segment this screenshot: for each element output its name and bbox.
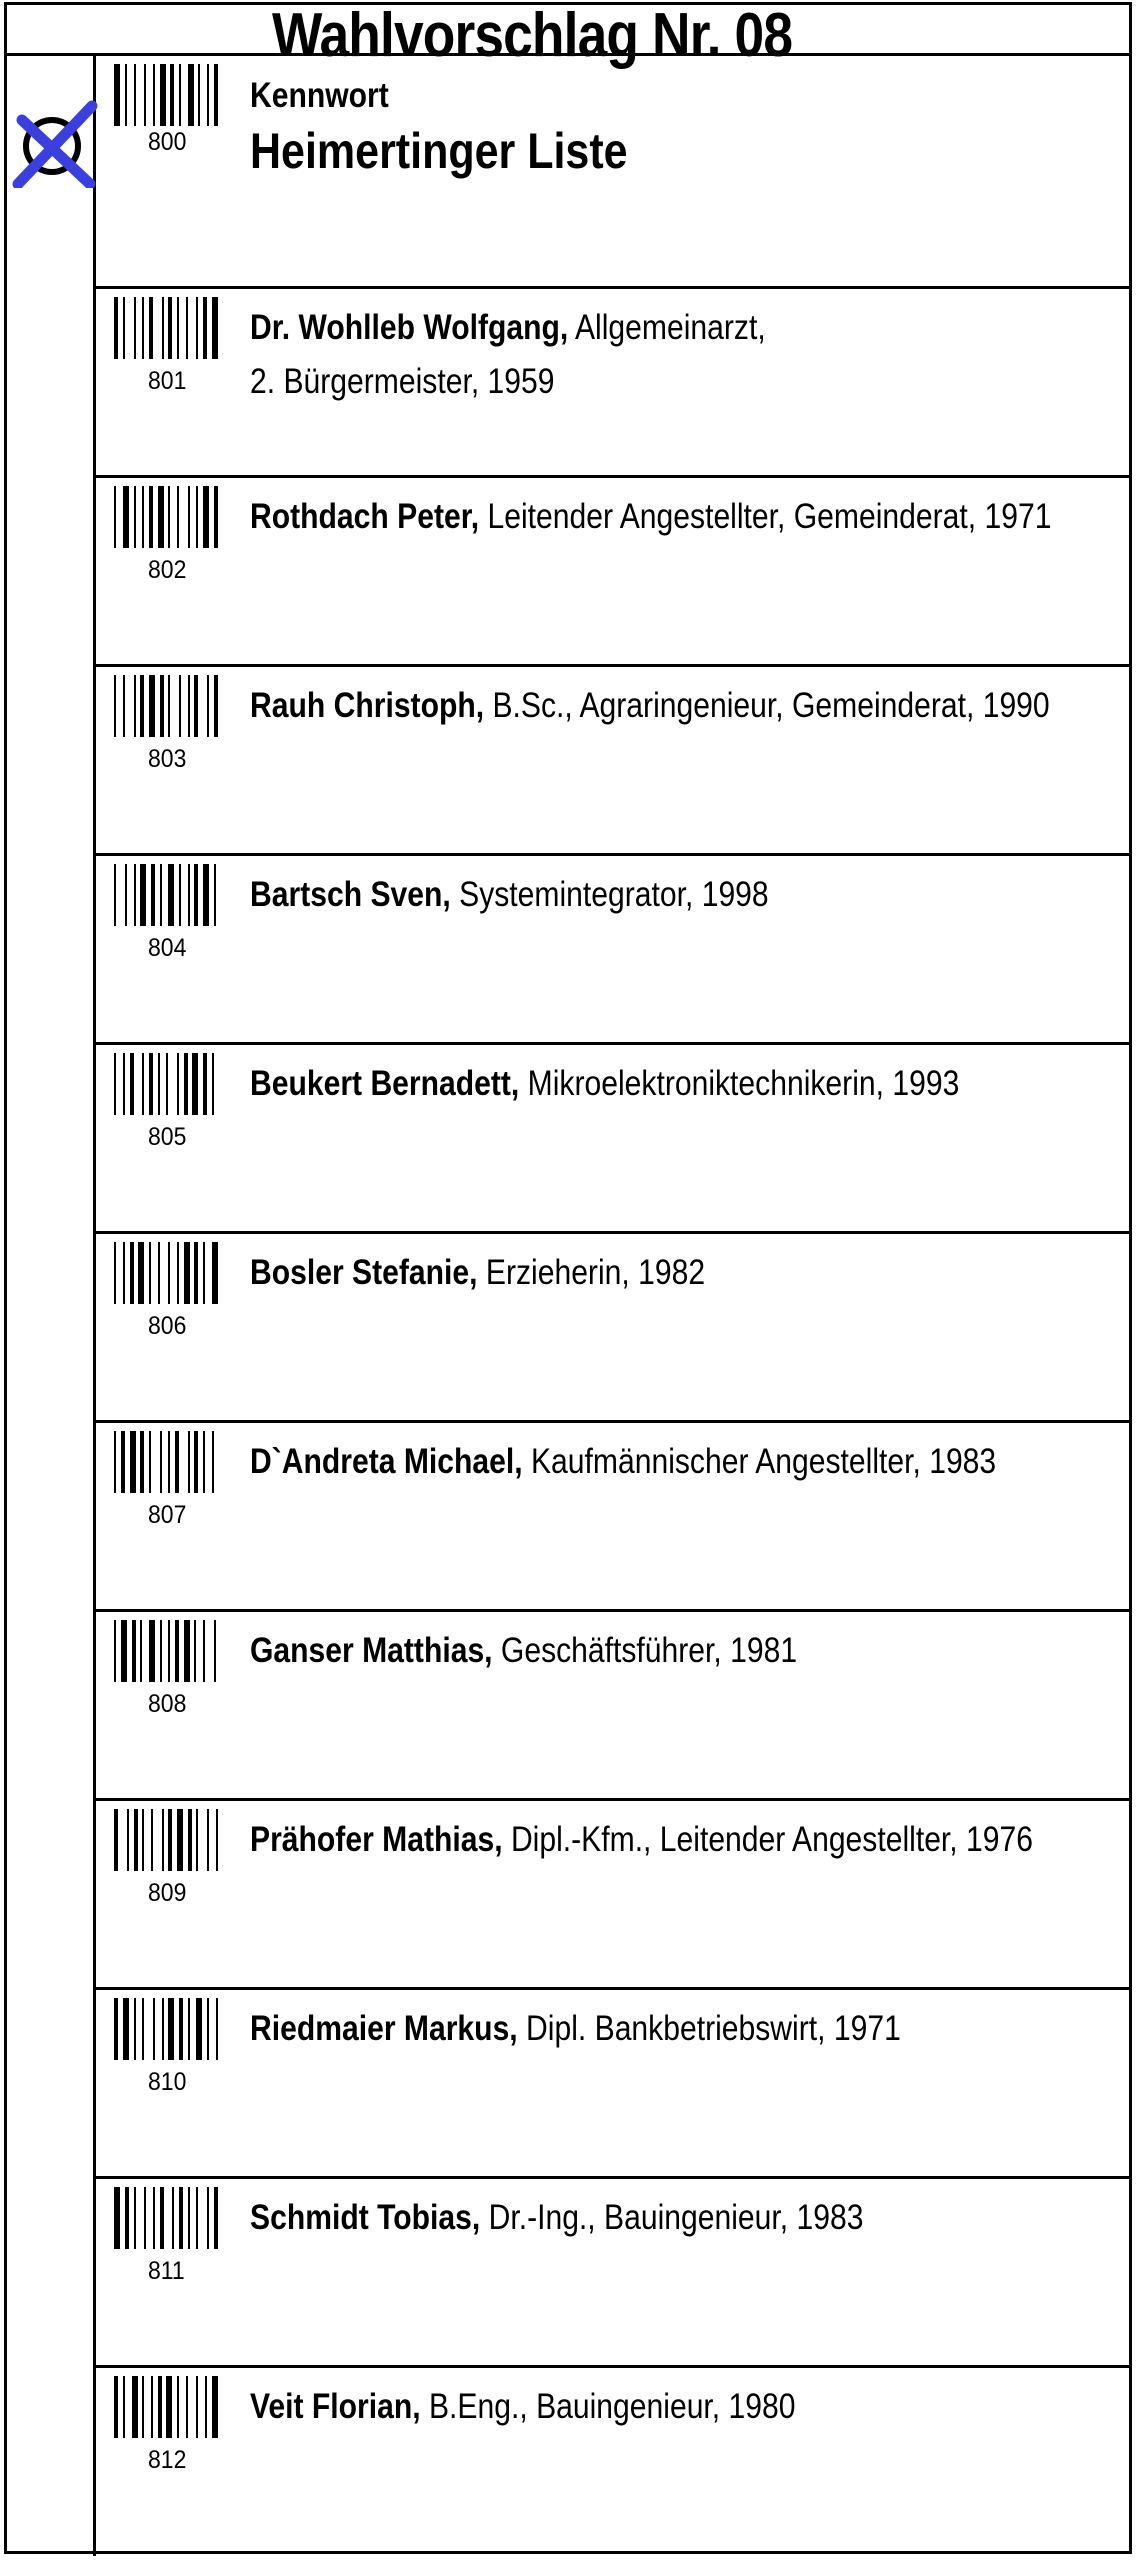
barcode-bar [114, 1998, 118, 2060]
barcode-bar [160, 2187, 164, 2249]
barcode-bar [125, 864, 127, 926]
barcode-bar [177, 1809, 183, 1871]
barcode-bar [188, 864, 190, 926]
barcode-bar [179, 64, 181, 126]
kennwort-label: Kennwort [250, 76, 389, 115]
candidate-number: 808 [148, 1690, 187, 1718]
barcode-bar [177, 486, 179, 548]
barcode-bar [140, 864, 146, 926]
barcode-bar [212, 1053, 214, 1115]
kennwort-row[interactable] [96, 56, 1132, 289]
candidate-details: Mikroelektroniktechnikerin, 1993 [519, 1064, 960, 1103]
candidate-number: 801 [148, 367, 187, 395]
barcode-bar [205, 2376, 207, 2438]
barcode-bar [114, 2376, 118, 2438]
barcode-bar [177, 297, 179, 359]
barcode-bar [142, 486, 144, 548]
candidate-name: Riedmaier Markus, [250, 2009, 518, 2048]
candidate-row[interactable] [96, 856, 1132, 1045]
barcode-bar [134, 64, 136, 126]
barcode-bar [207, 2187, 209, 2249]
barcode-bar [196, 2187, 198, 2249]
barcode-bar [130, 1053, 134, 1115]
barcode-bar [168, 1809, 172, 1871]
barcode-bar [114, 1431, 116, 1493]
candidate-number: 803 [148, 745, 187, 773]
barcode-bar [142, 297, 144, 359]
barcode-bar [114, 2187, 120, 2249]
barcode-bar [140, 1431, 144, 1493]
barcode-bar [121, 1431, 125, 1493]
barcode-icon [114, 1053, 220, 1115]
candidate-number: 806 [148, 1312, 187, 1340]
barcode-bar [177, 1242, 179, 1304]
barcode-bar [134, 864, 136, 926]
barcode-bar [162, 1809, 164, 1871]
candidate-name: Schmidt Tobias, [250, 2198, 481, 2237]
candidate-number: 810 [148, 2068, 187, 2096]
barcode-bar [123, 1242, 125, 1304]
barcode-bar [194, 675, 198, 737]
barcode-bar [207, 64, 209, 126]
candidate-details: Geschäftsführer, 1981 [492, 1631, 798, 1670]
barcode-bar [188, 675, 190, 737]
barcode-bar [123, 297, 125, 359]
barcode-bar [212, 2376, 218, 2438]
barcode-bar [170, 64, 174, 126]
barcode-bar [160, 64, 166, 126]
barcode-bar [160, 1620, 162, 1682]
barcode-bar [212, 1431, 214, 1493]
barcode-icon [114, 297, 220, 359]
barcode-bar [186, 2376, 188, 2438]
barcode-bar [149, 486, 153, 548]
candidate-details: Kaufmännischer Angestellter, 1983 [522, 1442, 997, 1481]
candidate-entry [250, 2380, 795, 2434]
barcode-bar [194, 1242, 198, 1304]
barcode-bar [158, 486, 164, 548]
barcode-bar [188, 1998, 190, 2060]
list-number: 800 [148, 128, 187, 156]
barcode-bar [188, 486, 190, 548]
barcode-bar [184, 1242, 190, 1304]
barcode-bar [149, 1620, 155, 1682]
barcode-icon [114, 2376, 220, 2438]
barcode-bar [160, 1431, 162, 1493]
barcode-bar [166, 1053, 168, 1115]
barcode-bar [114, 1809, 118, 1871]
candidate-row[interactable] [96, 1423, 1132, 1612]
candidate-entry [250, 1057, 959, 1111]
candidate-name: D`Andreta Michael, [250, 1442, 523, 1481]
candidate-row[interactable] [96, 1045, 1132, 1234]
candidate-details: Systemintegrator, 1998 [450, 875, 769, 914]
barcode-bar [158, 2376, 162, 2438]
candidate-name: Rauh Christoph, [250, 686, 485, 725]
barcode-bar [132, 1620, 136, 1682]
barcode-icon [114, 2187, 220, 2249]
barcode-bar [134, 1809, 138, 1871]
candidate-entry [250, 1813, 1033, 1867]
barcode-bar [114, 297, 118, 359]
barcode-bar [196, 1998, 202, 2060]
barcode-icon [114, 486, 220, 548]
barcode-bar [149, 297, 153, 359]
barcode-bar [188, 1809, 192, 1871]
barcode-bar [203, 486, 209, 548]
barcode-bar [166, 2376, 172, 2438]
candidate-entry [250, 2002, 901, 2056]
barcode-bar [151, 2376, 153, 2438]
candidate-name: Beukert Bernadett, [250, 1064, 520, 1103]
candidate-row[interactable] [96, 1990, 1132, 2179]
candidate-entry [250, 679, 1050, 733]
barcode-bar [134, 675, 136, 737]
barcode-bar [216, 1998, 218, 2060]
barcode-bar [114, 1620, 116, 1682]
barcode-icon [114, 64, 220, 126]
barcode-bar [123, 2376, 125, 2438]
barcode-bar [140, 675, 144, 737]
barcode-bar [214, 64, 218, 126]
candidate-entry [250, 490, 1051, 544]
barcode-bar [149, 675, 155, 737]
barcode-bar [123, 675, 125, 737]
candidate-details: Erzieherin, 1982 [477, 1253, 706, 1292]
barcode-bar [207, 1998, 209, 2060]
barcode-bar [168, 864, 174, 926]
barcode-bar [123, 1998, 129, 2060]
barcode-bar [142, 1809, 144, 1871]
barcode-bar [175, 1620, 179, 1682]
barcode-bar [168, 675, 170, 737]
barcode-bar [203, 864, 209, 926]
candidate-row[interactable] [96, 667, 1132, 856]
barcode-bar [186, 297, 188, 359]
barcode-icon [114, 1998, 220, 2060]
barcode-bar [214, 1620, 216, 1682]
list-name: Heimertinger Liste [250, 123, 628, 179]
candidate-name: Ganser Matthias, [250, 1631, 493, 1670]
barcode-bar [138, 1242, 144, 1304]
barcode-bar [177, 1053, 179, 1115]
barcode-bar [158, 1053, 160, 1115]
barcode-bar [207, 1809, 209, 1871]
barcode-bar [134, 1998, 136, 2060]
barcode-bar [144, 64, 146, 126]
barcode-bar [132, 2376, 138, 2438]
barcode-bar [160, 864, 162, 926]
barcode-bar [179, 864, 181, 926]
candidate-details: B.Eng., Bauingenieur, 1980 [420, 2387, 796, 2426]
candidate-entry [250, 301, 766, 409]
barcode-bar [160, 675, 164, 737]
barcode-bar [168, 297, 172, 359]
barcode-bar [207, 675, 209, 737]
barcode-bar [149, 1053, 153, 1115]
barcode-icon [114, 675, 220, 737]
barcode-bar [130, 1242, 134, 1304]
barcode-bar [194, 864, 198, 926]
candidate-number: 809 [148, 1879, 187, 1907]
barcode-bar [203, 1431, 205, 1493]
barcode-bar [214, 675, 218, 737]
barcode-bar [158, 1242, 160, 1304]
barcode-bar [192, 1053, 198, 1115]
barcode-bar [194, 1431, 198, 1493]
candidate-name: Prähofer Mathias, [250, 1820, 503, 1859]
barcode-bar [168, 1998, 174, 2060]
candidate-number: 805 [148, 1123, 187, 1151]
barcode-bar [203, 297, 207, 359]
barcode-bar [196, 1809, 198, 1871]
candidate-details: Leitender Angestellter, Gemeinderat, 1971 [479, 497, 1052, 536]
barcode-bar [168, 1431, 170, 1493]
candidate-number: 804 [148, 934, 187, 962]
barcode-icon [114, 864, 220, 926]
barcode-bar [114, 675, 116, 737]
candidate-name: Bosler Stefanie, [250, 1253, 478, 1292]
barcode-bar [184, 1620, 190, 1682]
barcode-bar [151, 864, 155, 926]
candidate-row[interactable] [96, 289, 1132, 478]
candidate-row[interactable] [96, 1801, 1132, 1990]
barcode-bar [214, 2187, 218, 2249]
title-bar [4, 1, 1132, 70]
barcode-bar [142, 1998, 144, 2060]
barcode-bar [130, 1431, 136, 1493]
candidate-details: Allgemeinarzt, [568, 308, 766, 347]
barcode-bar [203, 1620, 205, 1682]
candidate-number: 802 [148, 556, 187, 584]
barcode-bar [194, 1620, 196, 1682]
barcode-bar [142, 1053, 144, 1115]
barcode-bar [144, 2187, 146, 2249]
barcode-bar [196, 297, 198, 359]
barcode-bar [179, 675, 181, 737]
candidate-entry [250, 1435, 996, 1489]
barcode-bar [127, 1809, 129, 1871]
candidate-number: 807 [148, 1501, 187, 1529]
candidate-name: Bartsch Sven, [250, 875, 451, 914]
barcode-bar [125, 64, 127, 126]
candidate-row[interactable] [96, 478, 1132, 667]
barcode-bar [184, 1053, 188, 1115]
barcode-bar [216, 1809, 218, 1871]
barcode-bar [114, 1053, 116, 1115]
candidate-details: B.Sc., Agraringenieur, Gemeinderat, 1990 [484, 686, 1050, 725]
candidate-details: Dipl.-Kfm., Leitender Angestellter, 1976 [502, 1820, 1033, 1859]
barcode-bar [188, 2187, 190, 2249]
candidate-row[interactable] [96, 2179, 1132, 2368]
candidate-entry [250, 868, 769, 922]
barcode-bar [125, 2187, 129, 2249]
candidate-name: Rothdach Peter, [250, 497, 480, 536]
barcode-bar [162, 1998, 164, 2060]
cross-mark-icon[interactable] [8, 100, 100, 188]
barcode-bar [214, 864, 216, 926]
barcode-bar [153, 2187, 155, 2249]
barcode-bar [175, 1431, 179, 1493]
barcode-bar [114, 864, 116, 926]
barcode-bar [172, 2187, 174, 2249]
barcode-bar [134, 2187, 136, 2249]
barcode-bar [134, 486, 136, 548]
candidate-number: 812 [148, 2446, 187, 2474]
candidate-number: 811 [148, 2257, 185, 2285]
barcode-bar [203, 1053, 207, 1115]
barcode-bar [151, 1809, 153, 1871]
barcode-bar [140, 1620, 142, 1682]
barcode-bar [214, 486, 218, 548]
candidate-details-line2: 2. Bürgermeister, 1959 [250, 362, 555, 401]
candidate-row[interactable] [96, 1234, 1132, 1423]
barcode-bar [123, 486, 129, 548]
barcode-bar [153, 64, 155, 126]
barcode-bar [188, 64, 194, 126]
candidate-entry [250, 1624, 797, 1678]
ballot-title: Wahlvorschlag Nr. 08 [272, 1, 793, 70]
candidate-details: Dr.-Ing., Bauingenieur, 1983 [480, 2198, 864, 2237]
barcode-icon [114, 1431, 220, 1493]
candidate-entry [250, 2191, 863, 2245]
barcode-bar [212, 297, 218, 359]
barcode-bar [114, 64, 120, 126]
barcode-bar [177, 2376, 179, 2438]
barcode-bar [168, 1242, 170, 1304]
barcode-icon [114, 1809, 220, 1871]
barcode-bar [198, 64, 200, 126]
barcode-bar [142, 2376, 144, 2438]
barcode-bar [168, 1620, 170, 1682]
barcode-bar [168, 486, 170, 548]
barcode-bar [153, 1998, 155, 2060]
barcode-bar [114, 1242, 116, 1304]
candidate-row[interactable] [96, 2368, 1132, 2554]
barcode-bar [196, 2376, 198, 2438]
barcode-bar [188, 1431, 190, 1493]
barcode-bar [179, 2187, 183, 2249]
barcode-bar [203, 1242, 205, 1304]
barcode-icon [114, 1242, 220, 1304]
barcode-bar [134, 297, 136, 359]
candidate-name: Veit Florian, [250, 2387, 421, 2426]
barcode-icon [114, 1620, 220, 1682]
barcode-bar [196, 486, 198, 548]
barcode-bar [179, 1998, 183, 2060]
barcode-bar [123, 1053, 125, 1115]
candidate-name: Dr. Wohlleb Wolfgang, [250, 308, 569, 347]
barcode-bar [149, 1242, 151, 1304]
barcode-bar [212, 1242, 218, 1304]
candidate-row[interactable] [96, 1612, 1132, 1801]
candidate-details: Dipl. Bankbetriebswirt, 1971 [517, 2009, 901, 2048]
barcode-bar [121, 1620, 127, 1682]
barcode-bar [149, 1431, 151, 1493]
barcode-bar [162, 297, 164, 359]
barcode-bar [114, 486, 116, 548]
candidate-entry [250, 1246, 705, 1300]
